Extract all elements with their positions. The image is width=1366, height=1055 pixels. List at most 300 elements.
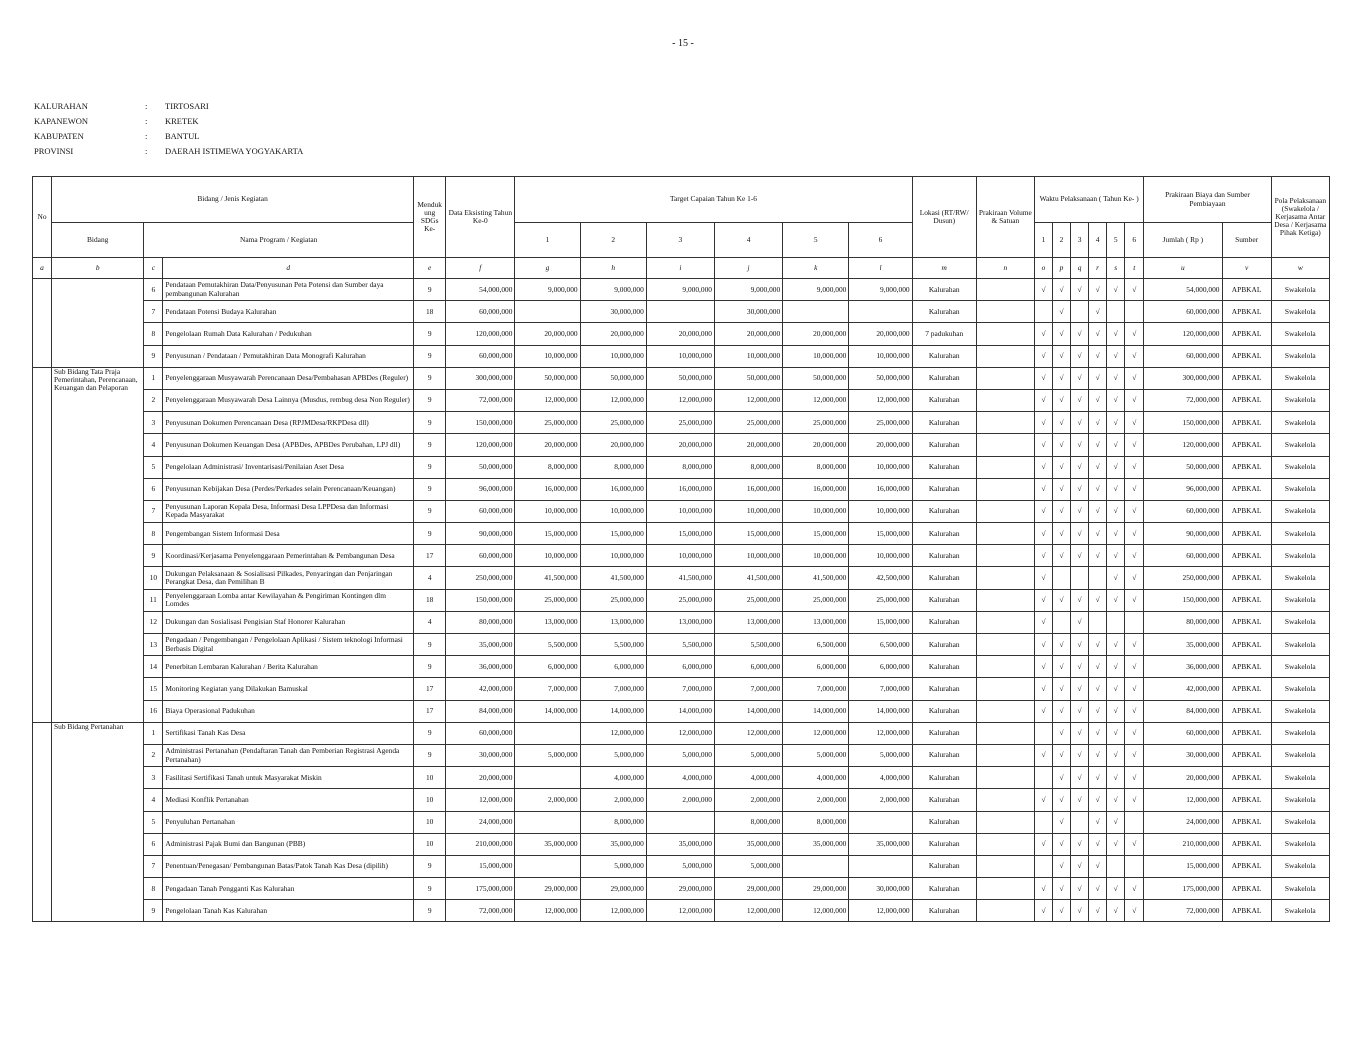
target-value: 2,000,000 [714, 789, 782, 811]
location-value: Kalurahan [912, 301, 976, 323]
funding-source: APBKAL [1222, 389, 1271, 411]
check-mark-icon: √ [1059, 528, 1064, 538]
funding-source: APBKAL [1222, 567, 1271, 589]
target-value: 12,000,000 [849, 900, 912, 922]
target-value: 8,000,000 [515, 456, 580, 478]
header-waktu-year: 6 [1125, 223, 1144, 258]
location-value: Kalurahan [912, 523, 976, 545]
schedule-cell [1107, 678, 1125, 700]
target-value: 2,000,000 [515, 789, 580, 811]
target-value [515, 722, 580, 744]
target-value: 15,000,000 [646, 523, 714, 545]
schedule-cell [1034, 656, 1052, 678]
target-value: 15,000,000 [714, 523, 782, 545]
existing-value: 20,000,000 [446, 767, 515, 789]
row-number: 11 [144, 589, 163, 611]
sdgs-value: 9 [414, 279, 446, 301]
schedule-cell [1053, 478, 1071, 500]
column-letter-row [33, 258, 1330, 279]
check-mark-icon: √ [1113, 462, 1118, 472]
schedule-cell [1053, 345, 1071, 367]
check-mark-icon: √ [1095, 750, 1100, 760]
schedule-cell [1053, 811, 1071, 833]
program-name: Penyusunan Dokumen Perencanaan Desa (RPJMDesa/RKPDesa dll) [163, 412, 414, 434]
schedule-cell [1034, 634, 1052, 656]
target-value: 9,000,000 [849, 279, 912, 301]
column-letter: f [446, 258, 515, 279]
row-number: 6 [144, 833, 163, 855]
check-mark-icon: √ [1113, 817, 1118, 827]
target-value: 15,000,000 [849, 523, 912, 545]
schedule-cell [1034, 744, 1052, 766]
implementation-pattern: Swakelola [1271, 634, 1329, 656]
schedule-cell [1089, 301, 1107, 323]
location-value: Kalurahan [912, 434, 976, 456]
row-number: 2 [144, 744, 163, 766]
target-value: 30,000,000 [849, 878, 912, 900]
volume-value [976, 367, 1034, 389]
target-value: 15,000,000 [849, 611, 912, 633]
schedule-cell [1071, 567, 1089, 589]
target-value: 9,000,000 [646, 279, 714, 301]
funding-source: APBKAL [1222, 767, 1271, 789]
target-value: 10,000,000 [849, 456, 912, 478]
schedule-cell [1034, 811, 1052, 833]
sdgs-value: 9 [414, 878, 446, 900]
check-mark-icon: √ [1095, 328, 1100, 338]
check-mark-icon: √ [1041, 839, 1046, 849]
column-letter: n [976, 258, 1034, 279]
schedule-cell [1071, 478, 1089, 500]
schedule-cell [1107, 722, 1125, 744]
schedule-cell [1107, 434, 1125, 456]
schedule-cell [1053, 523, 1071, 545]
row-number: 1 [144, 722, 163, 744]
schedule-cell [1071, 811, 1089, 833]
table-row [33, 367, 1330, 389]
target-value: 6,000,000 [646, 656, 714, 678]
schedule-cell [1071, 900, 1089, 922]
schedule-cell [1125, 545, 1144, 567]
target-value: 10,000,000 [714, 500, 782, 522]
check-mark-icon: √ [1041, 683, 1046, 693]
target-value [849, 811, 912, 833]
location-value: Kalurahan [912, 900, 976, 922]
column-letter: e [414, 258, 446, 279]
target-value: 9,000,000 [714, 279, 782, 301]
schedule-cell [1125, 367, 1144, 389]
table-row [33, 811, 1330, 833]
existing-value: 15,000,000 [446, 855, 515, 877]
total-amount: 60,000,000 [1144, 545, 1222, 567]
row-number: 2 [144, 389, 163, 411]
identity-separator: : [145, 130, 148, 141]
implementation-pattern: Swakelola [1271, 478, 1329, 500]
identity-value: BANTUL [165, 130, 200, 141]
sdgs-value: 17 [414, 700, 446, 722]
existing-value: 50,000,000 [446, 456, 515, 478]
implementation-pattern: Swakelola [1271, 744, 1329, 766]
check-mark-icon: √ [1132, 572, 1137, 582]
schedule-cell [1107, 811, 1125, 833]
check-mark-icon: √ [1095, 794, 1100, 804]
schedule-cell [1107, 478, 1125, 500]
existing-value: 72,000,000 [446, 389, 515, 411]
location-value: Kalurahan [912, 279, 976, 301]
location-value: Kalurahan [912, 567, 976, 589]
target-value: 25,000,000 [646, 412, 714, 434]
target-value: 25,000,000 [714, 589, 782, 611]
schedule-cell [1034, 478, 1052, 500]
implementation-pattern: Swakelola [1271, 279, 1329, 301]
target-value: 20,000,000 [783, 323, 849, 345]
table-row [33, 500, 1330, 522]
row-number: 8 [144, 323, 163, 345]
column-letter: v [1222, 258, 1271, 279]
target-value: 10,000,000 [783, 545, 849, 567]
column-letter: c [144, 258, 163, 279]
funding-source: APBKAL [1222, 811, 1271, 833]
schedule-cell [1071, 789, 1089, 811]
check-mark-icon: √ [1059, 706, 1064, 716]
row-number: 3 [144, 412, 163, 434]
table-row [33, 611, 1330, 633]
schedule-cell [1071, 456, 1089, 478]
target-value: 50,000,000 [646, 367, 714, 389]
volume-value [976, 855, 1034, 877]
sdgs-value: 4 [414, 611, 446, 633]
implementation-pattern: Swakelola [1271, 301, 1329, 323]
target-value: 15,000,000 [515, 523, 580, 545]
program-name: Penentuan/Penegasan/ Pembangunan Batas/Patok Tanah Kas Desa (dipilih) [163, 855, 414, 877]
existing-value: 60,000,000 [446, 722, 515, 744]
check-mark-icon: √ [1095, 373, 1100, 383]
location-value: Kalurahan [912, 878, 976, 900]
schedule-cell [1034, 855, 1052, 877]
check-mark-icon: √ [1041, 439, 1046, 449]
check-mark-icon: √ [1077, 683, 1082, 693]
header-year: 5 [783, 223, 849, 258]
target-value: 8,000,000 [714, 456, 782, 478]
target-value [515, 855, 580, 877]
identity-row [34, 113, 303, 128]
schedule-cell [1034, 833, 1052, 855]
table-row [33, 301, 1330, 323]
target-value: 20,000,000 [714, 323, 782, 345]
schedule-cell [1107, 367, 1125, 389]
identity-separator: : [145, 145, 148, 156]
target-value: 42,500,000 [849, 567, 912, 589]
check-mark-icon: √ [1132, 550, 1137, 560]
check-mark-icon: √ [1095, 417, 1100, 427]
target-value: 7,000,000 [714, 678, 782, 700]
header-pola: Pola Pelaksanaan (Swakelola / Kerjasama Antar Desa / Kerjasama Pihak Ketiga) [1271, 177, 1329, 258]
location-value: Kalurahan [912, 611, 976, 633]
header-waktu-year: 4 [1089, 223, 1107, 258]
target-value [646, 301, 714, 323]
table-row [33, 833, 1330, 855]
target-value: 4,000,000 [783, 767, 849, 789]
target-value: 5,000,000 [714, 855, 782, 877]
schedule-cell [1071, 611, 1089, 633]
check-mark-icon: √ [1059, 506, 1064, 516]
target-value: 10,000,000 [515, 500, 580, 522]
schedule-cell [1107, 500, 1125, 522]
target-value: 16,000,000 [714, 478, 782, 500]
implementation-pattern: Swakelola [1271, 678, 1329, 700]
schedule-cell [1107, 412, 1125, 434]
target-value: 16,000,000 [646, 478, 714, 500]
check-mark-icon: √ [1095, 728, 1100, 738]
target-value: 41,500,000 [714, 567, 782, 589]
schedule-cell [1071, 367, 1089, 389]
target-value: 12,000,000 [783, 722, 849, 744]
group-no-cell [33, 279, 52, 368]
target-value: 13,000,000 [515, 611, 580, 633]
schedule-cell [1034, 567, 1052, 589]
header-sumber: Sumber [1222, 223, 1271, 258]
target-value: 13,000,000 [783, 611, 849, 633]
check-mark-icon: √ [1059, 417, 1064, 427]
sdgs-value: 9 [414, 523, 446, 545]
check-mark-icon: √ [1077, 373, 1082, 383]
check-mark-icon: √ [1059, 595, 1064, 605]
existing-value: 96,000,000 [446, 478, 515, 500]
check-mark-icon: √ [1041, 595, 1046, 605]
table-row [33, 567, 1330, 589]
schedule-cell [1107, 855, 1125, 877]
table-row [33, 345, 1330, 367]
table-row [33, 589, 1330, 611]
funding-source: APBKAL [1222, 545, 1271, 567]
schedule-cell [1089, 811, 1107, 833]
check-mark-icon: √ [1095, 506, 1100, 516]
total-amount: 300,000,000 [1144, 367, 1222, 389]
target-value: 8,000,000 [646, 456, 714, 478]
target-value: 29,000,000 [646, 878, 714, 900]
header-biaya: Prakiraan Biaya dan Sumber Pembiayaan [1144, 177, 1271, 223]
check-mark-icon: √ [1132, 351, 1137, 361]
check-mark-icon: √ [1113, 572, 1118, 582]
column-letter: g [515, 258, 580, 279]
location-value: Kalurahan [912, 678, 976, 700]
check-mark-icon: √ [1095, 817, 1100, 827]
target-value: 10,000,000 [580, 345, 646, 367]
check-mark-icon: √ [1077, 462, 1082, 472]
funding-source: APBKAL [1222, 323, 1271, 345]
check-mark-icon: √ [1041, 905, 1046, 915]
schedule-cell [1107, 589, 1125, 611]
schedule-cell [1053, 567, 1071, 589]
location-value: Kalurahan [912, 500, 976, 522]
target-value: 7,000,000 [580, 678, 646, 700]
program-name: Penerbitan Lembaran Kalurahan / Berita Kalurahan [163, 656, 414, 678]
schedule-cell [1089, 678, 1107, 700]
total-amount: 150,000,000 [1144, 412, 1222, 434]
target-value [515, 301, 580, 323]
target-value: 12,000,000 [849, 722, 912, 744]
implementation-pattern: Swakelola [1271, 589, 1329, 611]
column-letter: t [1125, 258, 1144, 279]
header-year: 4 [714, 223, 782, 258]
schedule-cell [1107, 744, 1125, 766]
schedule-cell [1089, 767, 1107, 789]
target-value: 6,000,000 [849, 656, 912, 678]
schedule-cell [1089, 456, 1107, 478]
target-value: 12,000,000 [646, 389, 714, 411]
check-mark-icon: √ [1077, 728, 1082, 738]
sdgs-value: 10 [414, 767, 446, 789]
schedule-cell [1071, 412, 1089, 434]
schedule-cell [1125, 523, 1144, 545]
implementation-pattern: Swakelola [1271, 900, 1329, 922]
program-name: Administrasi Pertanahan (Pendaftaran Tanah dan Pemberian Registrasi Agenda Pertanahan) [163, 744, 414, 766]
total-amount: 42,000,000 [1144, 678, 1222, 700]
target-value: 12,000,000 [580, 389, 646, 411]
target-value: 10,000,000 [714, 545, 782, 567]
check-mark-icon: √ [1095, 639, 1100, 649]
target-value: 6,500,000 [849, 634, 912, 656]
location-value: Kalurahan [912, 478, 976, 500]
total-amount: 15,000,000 [1144, 855, 1222, 877]
check-mark-icon: √ [1132, 661, 1137, 671]
target-value: 41,500,000 [580, 567, 646, 589]
total-amount: 54,000,000 [1144, 279, 1222, 301]
program-name: Fasilitasi Sertifikasi Tanah untuk Masyarakat Miskin [163, 767, 414, 789]
column-letter: k [783, 258, 849, 279]
program-name: Pengelolaan Rumah Data Kalurahan / Pedukuhan [163, 323, 414, 345]
total-amount: 250,000,000 [1144, 567, 1222, 589]
header-bidang-jenis: Bidang / Jenis Kegiatan [52, 177, 414, 223]
schedule-cell [1053, 878, 1071, 900]
target-value: 29,000,000 [515, 878, 580, 900]
implementation-pattern: Swakelola [1271, 811, 1329, 833]
program-name: Penyelenggaraan Musyawarah Perencanaan Desa/Pembahasan APBDes (Reguler) [163, 367, 414, 389]
check-mark-icon: √ [1059, 395, 1064, 405]
existing-value: 150,000,000 [446, 589, 515, 611]
check-mark-icon: √ [1113, 772, 1118, 782]
schedule-cell [1071, 634, 1089, 656]
target-value: 4,000,000 [714, 767, 782, 789]
check-mark-icon: √ [1041, 417, 1046, 427]
schedule-cell [1089, 789, 1107, 811]
program-name: Penyelenggaraan Musyawarah Desa Lainnya (Musdus, rembug desa Non Reguler) [163, 389, 414, 411]
schedule-cell [1053, 412, 1071, 434]
row-number: 14 [144, 656, 163, 678]
funding-source: APBKAL [1222, 589, 1271, 611]
program-name: Sertifikasi Tanah Kas Desa [163, 722, 414, 744]
check-mark-icon: √ [1095, 772, 1100, 782]
implementation-pattern: Swakelola [1271, 611, 1329, 633]
program-name: Penyuluhan Pertanahan [163, 811, 414, 833]
target-value: 10,000,000 [714, 345, 782, 367]
target-value: 10,000,000 [646, 500, 714, 522]
column-letter: r [1089, 258, 1107, 279]
schedule-cell [1125, 678, 1144, 700]
schedule-cell [1107, 279, 1125, 301]
schedule-cell [1053, 434, 1071, 456]
target-value: 30,000,000 [580, 301, 646, 323]
schedule-cell [1107, 301, 1125, 323]
target-value [783, 301, 849, 323]
sdgs-value: 9 [414, 389, 446, 411]
target-value: 10,000,000 [783, 345, 849, 367]
target-value [849, 301, 912, 323]
target-value: 5,500,000 [515, 634, 580, 656]
check-mark-icon: √ [1095, 683, 1100, 693]
schedule-cell [1034, 323, 1052, 345]
total-amount: 50,000,000 [1144, 456, 1222, 478]
funding-source: APBKAL [1222, 301, 1271, 323]
target-value: 15,000,000 [783, 523, 849, 545]
target-value: 25,000,000 [580, 412, 646, 434]
column-letter: u [1144, 258, 1222, 279]
schedule-cell [1034, 700, 1052, 722]
check-mark-icon: √ [1059, 306, 1064, 316]
target-value: 14,000,000 [849, 700, 912, 722]
target-value: 2,000,000 [783, 789, 849, 811]
check-mark-icon: √ [1041, 328, 1046, 338]
check-mark-icon: √ [1132, 839, 1137, 849]
check-mark-icon: √ [1041, 572, 1046, 582]
sdgs-value: 9 [414, 478, 446, 500]
check-mark-icon: √ [1041, 395, 1046, 405]
target-value: 5,500,000 [580, 634, 646, 656]
target-value: 29,000,000 [783, 878, 849, 900]
check-mark-icon: √ [1041, 661, 1046, 671]
header-jumlah: Jumlah ( Rp ) [1144, 223, 1222, 258]
existing-value: 80,000,000 [446, 611, 515, 633]
check-mark-icon: √ [1095, 550, 1100, 560]
table-row [33, 767, 1330, 789]
target-value: 8,000,000 [783, 456, 849, 478]
target-value: 25,000,000 [849, 412, 912, 434]
volume-value [976, 412, 1034, 434]
header-target: Target Capaian Tahun Ke 1-6 [515, 177, 912, 223]
funding-source: APBKAL [1222, 700, 1271, 722]
row-number: 4 [144, 434, 163, 456]
check-mark-icon: √ [1041, 484, 1046, 494]
schedule-cell [1053, 833, 1071, 855]
row-number: 6 [144, 279, 163, 301]
location-value: Kalurahan [912, 789, 976, 811]
schedule-cell [1107, 523, 1125, 545]
group-bidang: Sub Bidang Pertanahan [52, 722, 144, 922]
volume-value [976, 500, 1034, 522]
row-number: 8 [144, 878, 163, 900]
check-mark-icon: √ [1041, 706, 1046, 716]
location-value: Kalurahan [912, 367, 976, 389]
schedule-cell [1053, 767, 1071, 789]
target-value: 6,000,000 [580, 656, 646, 678]
check-mark-icon: √ [1059, 661, 1064, 671]
table-row [33, 412, 1330, 434]
table-row [33, 700, 1330, 722]
target-value: 41,500,000 [515, 567, 580, 589]
schedule-cell [1071, 744, 1089, 766]
implementation-pattern: Swakelola [1271, 434, 1329, 456]
schedule-cell [1071, 523, 1089, 545]
sdgs-value: 9 [414, 367, 446, 389]
funding-source: APBKAL [1222, 434, 1271, 456]
program-name: Dukungan Pelaksanaan & Sosialisasi Pilkades, Penyaringan dan Penjaringan Perangkat Desa, dan Pemilihan B [163, 567, 414, 589]
sdgs-value: 9 [414, 900, 446, 922]
check-mark-icon: √ [1132, 728, 1137, 738]
target-value: 8,000,000 [580, 811, 646, 833]
header-waktu: Waktu Pelaksanaan ( Tahun Ke- ) [1034, 177, 1143, 223]
sdgs-value: 4 [414, 567, 446, 589]
schedule-cell [1053, 589, 1071, 611]
